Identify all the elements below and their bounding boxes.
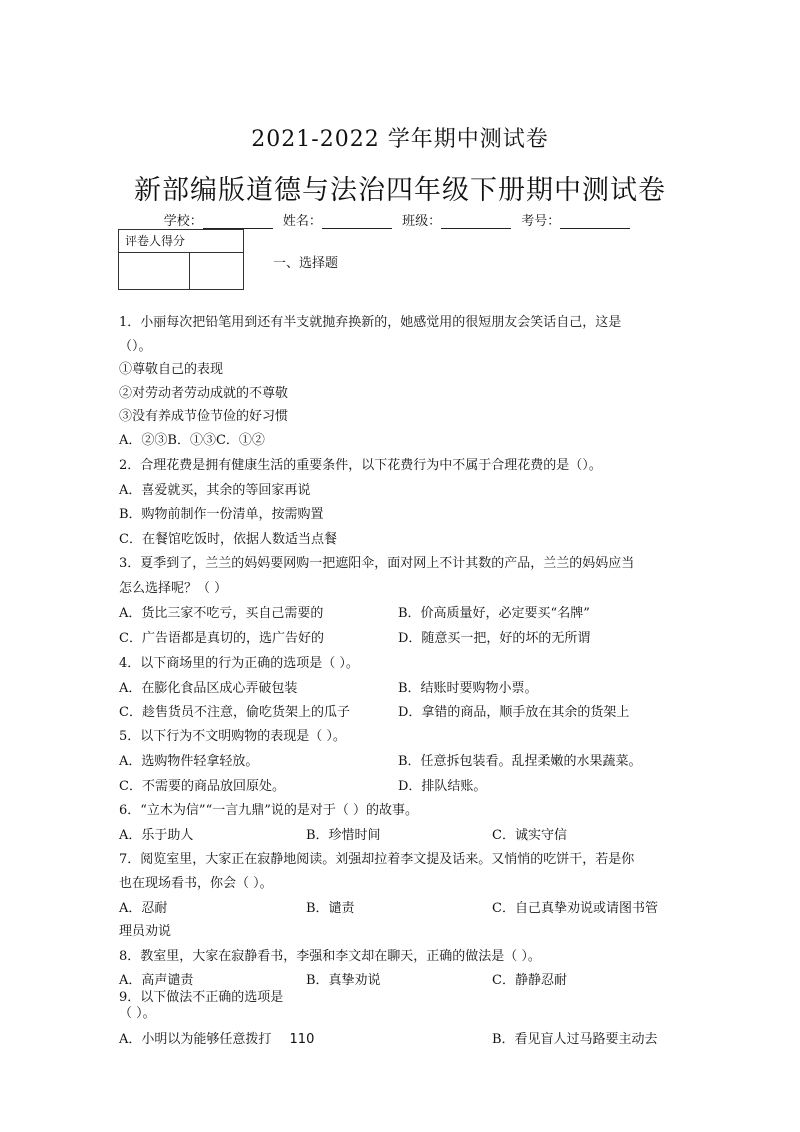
q5-option-c: C．不需要的商品放回原处。 [119,779,285,794]
q1-item-3: ③没有养成节俭节俭的好习惯 [119,409,289,424]
q7-option-b: B．谴责 [306,901,355,916]
q3-option-c: C．广告语都是真切的，选广告好的 [119,631,324,646]
q3-stem-line1: 3．夏季到了，兰兰的妈妈要网购一把遮阳伞，面对网上不计其数的产品，兰兰的妈妈应当 [119,556,635,571]
q3-option-a: A．货比三家不吃亏，买自己需要的 [119,606,324,621]
q8-stem: 8．教室里，大家在寂静看书，李强和李文却在聊天，正确的做法是（ ）。 [119,949,541,964]
q1-stem-line1: 1．小丽每次把铅笔用到还有半支就抛弃换新的，她感觉用的很短朋友会笑话自己，这是 [119,315,622,330]
q2-stem: 2．合理花费是拥有健康生活的重要条件，以下花费行为中不属于合理花费的是（）。 [119,458,602,473]
q3-option-d: D．随意买一把，好的坏的无所谓 [398,631,591,646]
q6-option-c: C．诚实守信 [492,828,567,843]
q4-option-c: C．趁售货员不注意，偷吃货架上的瓜子 [119,705,350,720]
q8-option-c: C．静静忍耐 [492,973,567,988]
q7-option-a: A．忍耐 [119,901,168,916]
name-label: 姓名： [282,214,322,229]
q2-option-b: B．购物前制作一份清单，按需购置 [119,507,324,522]
q1-stem-line2: （）。 [119,339,152,354]
q7-option-c-cont: 理员劝说 [119,924,172,939]
q7-option-c: C．自己真挚劝说或请图书管 [492,901,658,916]
q1-options: A．②③B．①③C．①② [119,433,265,448]
number-blank[interactable] [560,215,630,229]
class-label: 班级： [402,214,442,229]
q6-option-b: B．珍惜时间 [306,828,381,843]
q5-option-b: B．任意拆包装看。乱捏柔嫩的水果蔬菜。 [398,754,642,769]
number-label: 考号： [521,214,561,229]
exam-main-title: 新部编版道德与法治四年级下册期中测试卷 [134,175,666,206]
q7-stem-line2: 也在现场看书，你会（ ）。 [119,876,273,891]
q3-stem-line2: 怎么选择呢？（ ） [119,581,228,596]
score-box [118,229,244,290]
q4-stem: 4．以下商场里的行为正确的选项是（ ）。 [119,656,359,671]
q9-option-a [119,1028,314,1047]
q7-stem-line1: 7．阅览室里，大家正在寂静地阅读。刘强却拉着李文提及话来。又悄悄的吃饼干，若是你 [119,852,635,867]
student-info-line [0,210,800,229]
q5-stem: 5．以下行为不文明购物的表现是（ ）。 [119,729,346,744]
q2-option-c: C．在餐馆吃饭时，依据人数适当点餐 [119,532,337,547]
q9-option-a-number: 110 [289,1032,315,1047]
class-blank[interactable] [441,215,511,229]
q6-stem: 6．“立木为信”“一言九鼎”说的是对于（ ）的故事。 [119,803,418,818]
q4-option-b: B．结账时要购物小票。 [398,681,538,696]
q3-option-b: B．价高质量好，必定要买“名牌” [398,606,590,621]
q1-item-1: ①尊敬自己的表现 [119,362,224,377]
q6-option-a: A．乐于助人 [119,828,194,843]
school-label: 学校： [163,214,203,229]
section-heading: 一、选择题 [273,256,339,271]
exam-year-title: 2021-2022 学年期中测试卷 [251,127,549,152]
q4-option-a: A．在膨化食品区成心弄破包装 [119,681,298,696]
q9-stem-line2: （ ）。 [119,1006,156,1021]
q5-option-d: D．排队结账。 [398,779,487,794]
q9-stem-line1: 9．以下做法不正确的选项是 [119,990,284,1005]
q8-option-a: A．高声谴责 [119,973,194,988]
q9-option-a-text: A．小明以为能够任意拨打 [119,1032,272,1047]
q1-item-2: ②对劳动者劳动成就的不尊敬 [119,386,289,401]
q2-option-a: A．喜爱就买，其余的等回家再说 [119,483,311,498]
q5-option-a: A．选购物件轻拿轻放。 [119,754,259,769]
score-box-divider [189,253,190,290]
q8-option-b: B．真挚劝说 [306,973,381,988]
q4-option-d: D．拿错的商品，顺手放在其余的货架上 [398,705,630,720]
name-blank[interactable] [322,215,392,229]
q9-option-b: B．看见盲人过马路要主动去 [492,1032,658,1047]
school-blank[interactable] [203,215,273,229]
score-box-header: 评卷人得分 [119,230,243,253]
